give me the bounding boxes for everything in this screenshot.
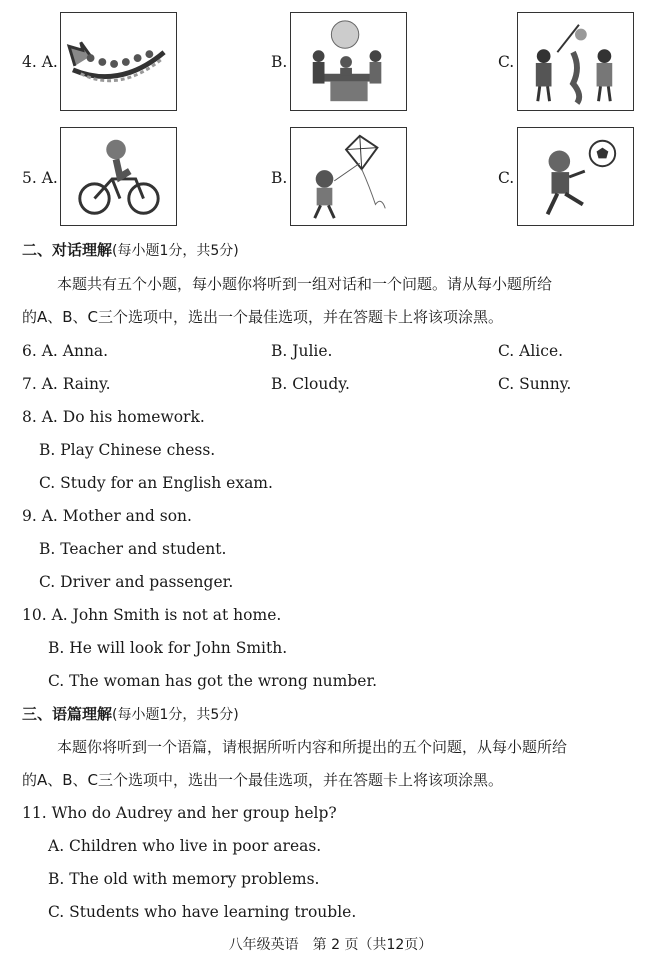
q9-option-c: C. Driver and passenger. (39, 573, 234, 591)
boy-kicking-football-icon (518, 128, 633, 225)
q10-option-b: B. He will look for John Smith. (48, 639, 288, 657)
q4-option-c-picture (517, 12, 634, 111)
section-2-intro-line-2: 的A、B、C三个选项中，选出一个最佳选项，并在答题卡上将该项涂黑。 (22, 308, 504, 326)
q5-option-a-picture (60, 127, 177, 226)
q10-option-a: 10. A. John Smith is not at home. (22, 606, 282, 624)
q11-option-b: B. The old with memory problems. (48, 870, 320, 888)
q6-option-b: B. Julie. (271, 342, 333, 360)
section-2-title: 二、对话理解 (22, 241, 113, 259)
page-footer: 八年级英语 第 2 页（共12页） (228, 937, 433, 953)
dragon-boat-icon (61, 13, 176, 110)
section-2-heading (22, 240, 239, 261)
q4-label: 4. A. (22, 53, 58, 71)
q7-option-a: 7. A. Rainy. (22, 375, 111, 393)
section-2-intro-line-1: 本题共有五个小题，每小题你将听到一组对话和一个问题。请从每小题所给 (57, 275, 553, 293)
q4-option-b-label: B. (271, 53, 288, 71)
children-lantern-icon (518, 13, 633, 110)
q4-option-c-label: C. (498, 53, 515, 71)
boy-riding-bicycle-icon (61, 128, 176, 225)
section-2-note: (每小题1分，共5分) (112, 243, 239, 259)
section-3-intro-line-1: 本题你将听到一个语篇，请根据所听内容和所提出的五个问题，从每小题所给 (57, 738, 568, 756)
section-3-intro-line-2: 的A、B、C三个选项中，选出一个最佳选项，并在答题卡上将该项涂黑。 (22, 771, 504, 789)
q8-option-b: B. Play Chinese chess. (39, 441, 216, 459)
q5-option-b-label: B. (271, 169, 288, 187)
q7-option-c: C. Sunny. (498, 375, 572, 393)
section-3-heading (22, 704, 239, 725)
q10-option-c: C. The woman has got the wrong number. (48, 672, 378, 690)
q6-option-a: 6. A. Anna. (22, 342, 109, 360)
q11-question: 11. Who do Audrey and her group help? (22, 804, 337, 822)
q4-option-b-picture (290, 12, 407, 111)
section-3-title: 三、语篇理解 (22, 705, 113, 723)
q5-option-c-label: C. (498, 169, 515, 187)
boy-flying-kite-icon (291, 128, 406, 225)
q4-option-a-picture (60, 12, 177, 111)
q6-option-c: C. Alice. (498, 342, 564, 360)
family-moon-dinner-icon (291, 13, 406, 110)
q9-option-a: 9. A. Mother and son. (22, 507, 192, 525)
q11-option-c: C. Students who have learning trouble. (48, 903, 357, 921)
q11-option-a: A. Children who live in poor areas. (48, 837, 322, 855)
section-3-note: (每小题1分，共5分) (112, 707, 239, 723)
q8-option-c: C. Study for an English exam. (39, 474, 273, 492)
q5-option-c-picture (517, 127, 634, 226)
q5-option-b-picture (290, 127, 407, 226)
q8-option-a: 8. A. Do his homework. (22, 408, 205, 426)
q9-option-b: B. Teacher and student. (39, 540, 227, 558)
q7-option-b: B. Cloudy. (271, 375, 350, 393)
q5-label: 5. A. (22, 169, 58, 187)
